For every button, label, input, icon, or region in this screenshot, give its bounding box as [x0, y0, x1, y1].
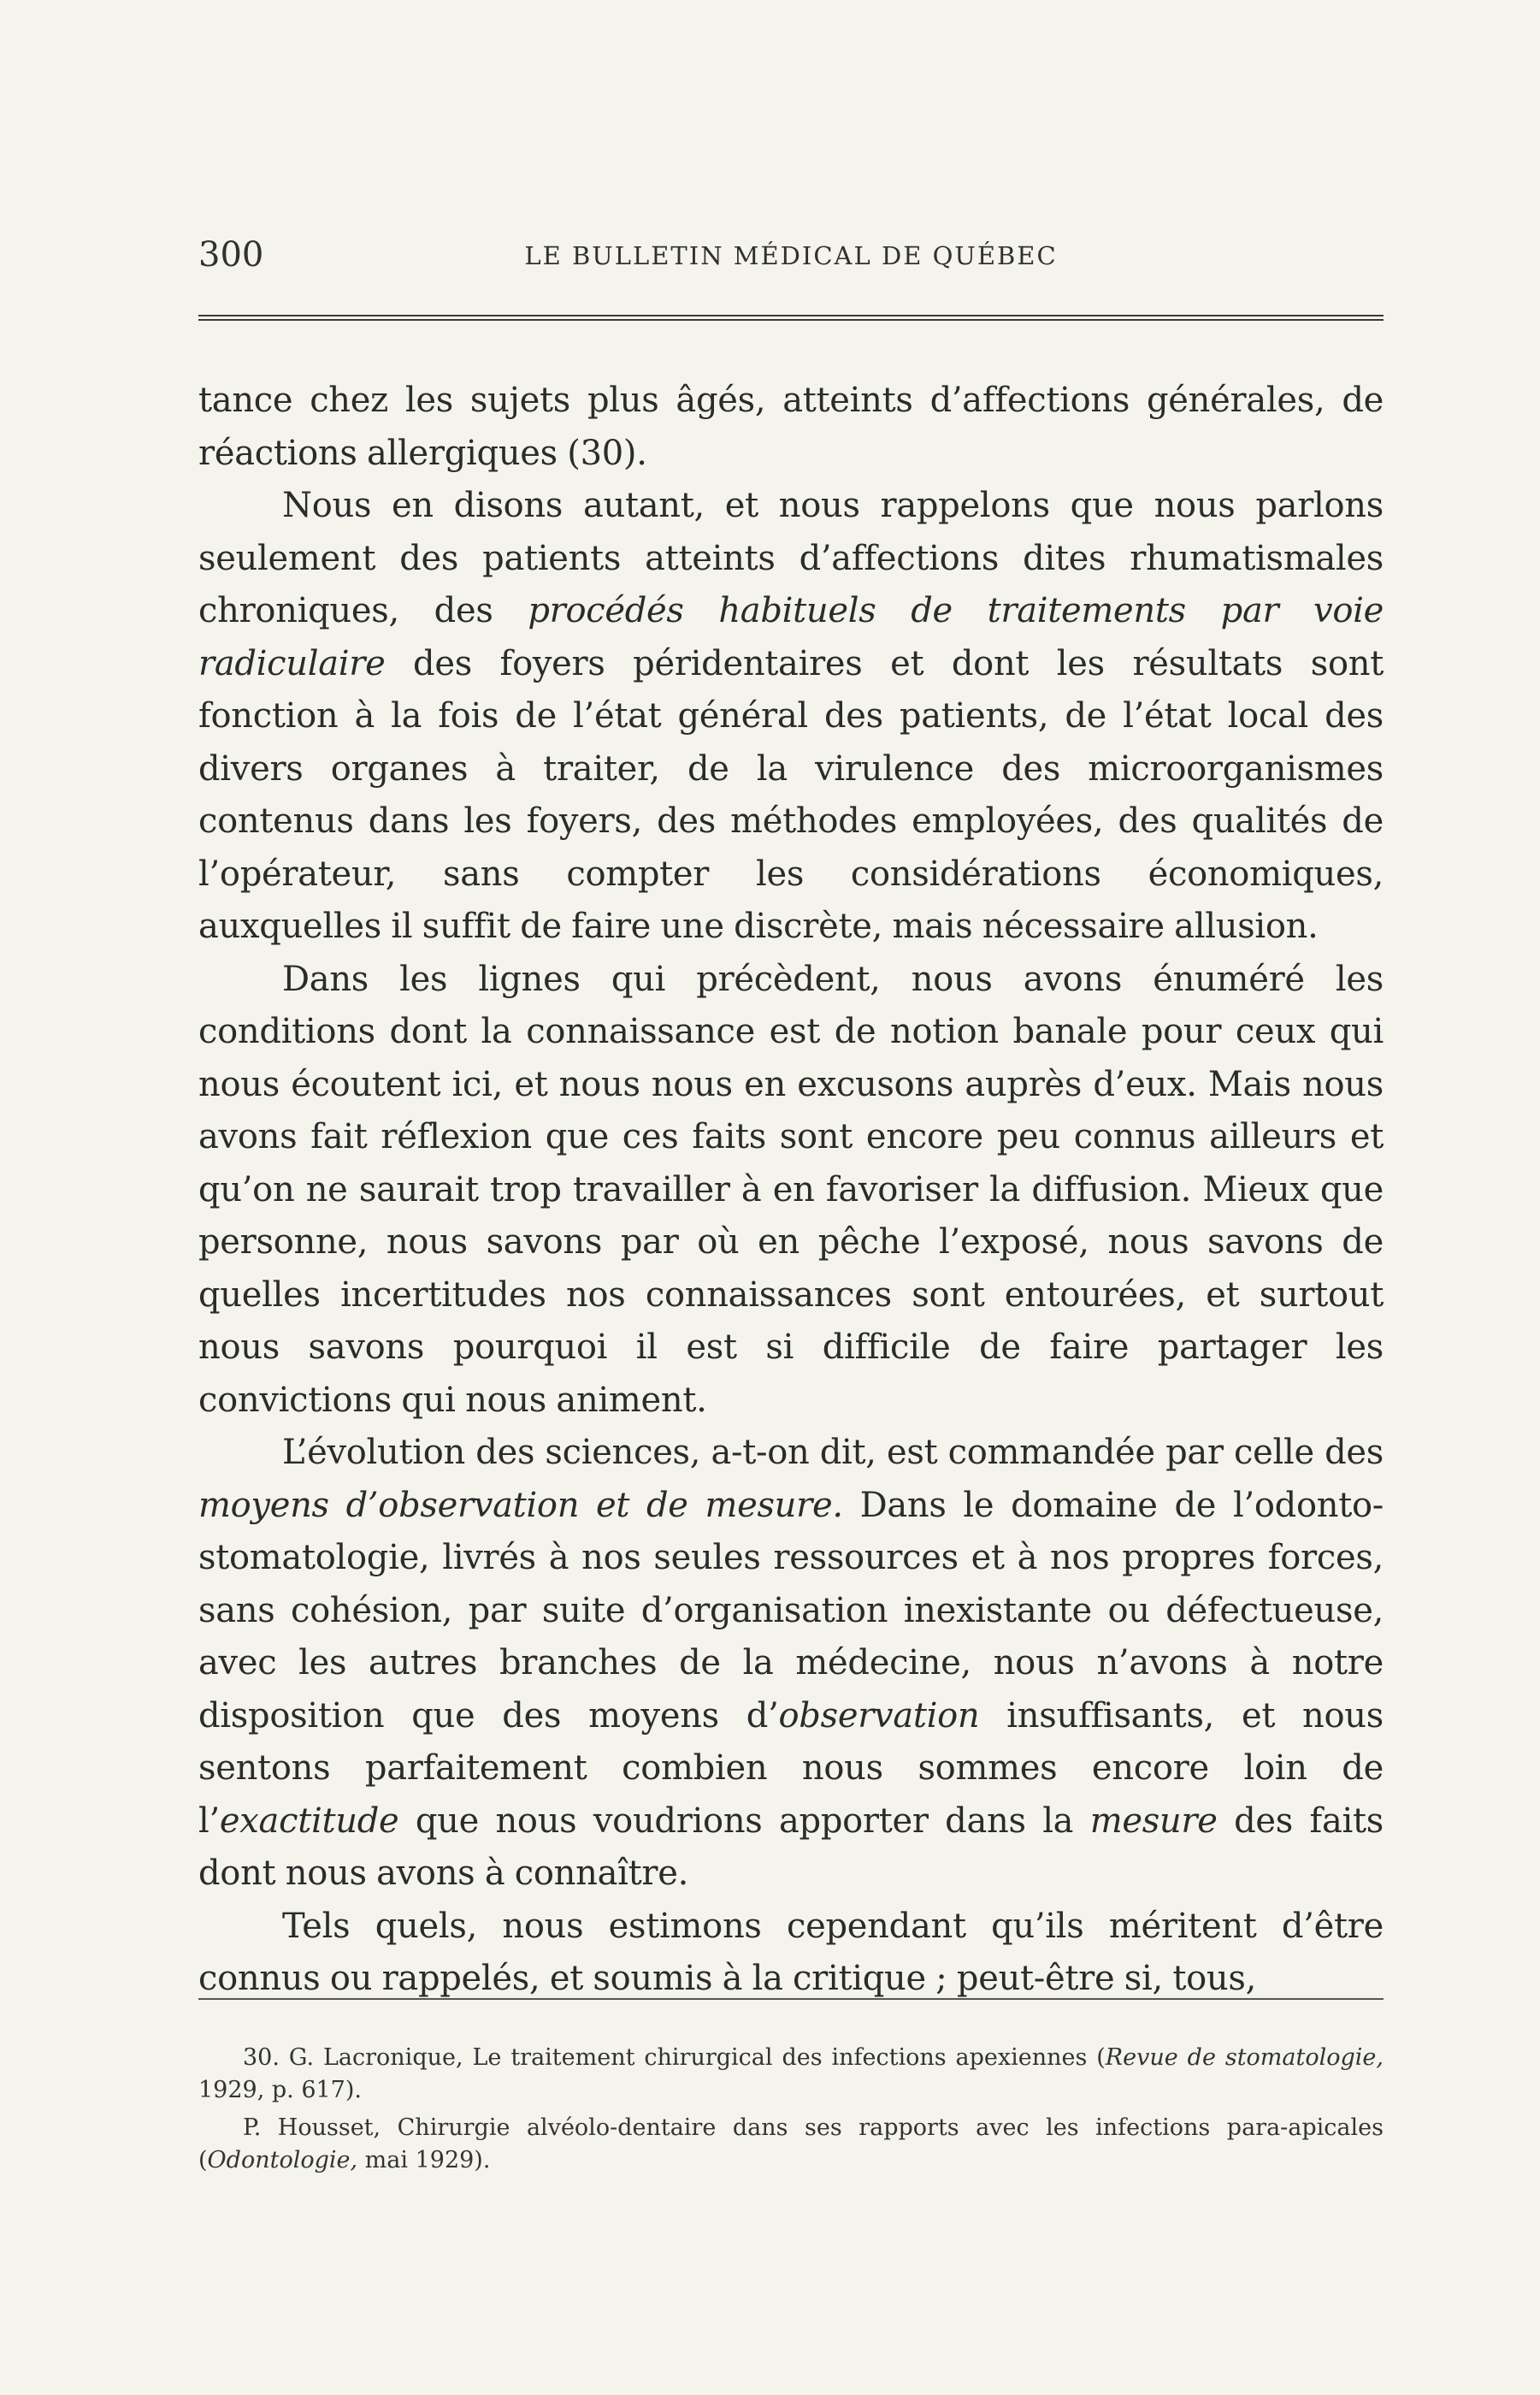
paragraph-1: [198, 375, 1384, 480]
text-run: P. Housset, Chirurgie alvéolo-dentaire dans ses rapports avec les infections para-apicales (: [198, 2114, 1384, 2173]
text-run: Nous en disons autant, et nous rappelons que nous parlons seulement des patients atteints d’affections dites rhumatismales chroniques, des: [198, 486, 1384, 630]
text-run: 30. G. Lacronique, Le traitement chirurgical des infections apexiennes (: [243, 2044, 1106, 2071]
footnotes: [198, 2042, 1384, 2182]
text-run: Dans le domaine de l’odonto-stomatologie, livrés à nos seules ressources et à nos propres forces, sans cohésion, par suite d’organisation inexistante ou défectueuse, avec les autres branches de la médecine, nous n’avons à notre disposition que des moyens d’: [198, 1485, 1384, 1736]
italic-phrase: exactitude: [219, 1801, 399, 1841]
text-run: que nous voudrions apporter dans la: [398, 1801, 1090, 1841]
italic-phrase: observation: [778, 1695, 980, 1736]
paragraph-4: [198, 1427, 1384, 1901]
italic-phrase: procédés habituels de traitements par voie radiculaire: [198, 591, 1384, 683]
paragraph-5: [198, 1901, 1384, 2006]
text-run: tance chez les sujets plus âgés, atteints d’affections générales, de réactions allergiques (30).: [198, 381, 1384, 473]
text-run: insuffisants, et nous sentons parfaitement combien nous sommes encore loin de l’: [198, 1695, 1384, 1841]
footnote-rule: [198, 1998, 1384, 2000]
text-run: Tels quels, nous estimons cependant qu’ils méritent d’être connus ou rappelés, et soumis à la critique ; peut-être si, tous,: [198, 1906, 1384, 1998]
text-run: Dans les lignes qui précèdent, nous avons énuméré les conditions dont la connaissance est de notion banale pour ceux qui nous écoutent ici, et nous nous en excusons auprès d’eux. Mais nous avons fait réflexion que ces faits sont encore peu connus ailleurs et qu’on ne saurait trop travailler à en favoriser la diffusion. Mieux que personne, nous savons par où en pêche l’exposé, nous savons de quelles incertitudes nos connaissances sont entourées, et surtout nous savons pourquoi il est si difficile de faire partager les convictions qui nous animent.: [198, 959, 1384, 1420]
footnote-2: [198, 2112, 1384, 2177]
text-run: 1929, p. 617).: [198, 2077, 362, 2103]
text-run: des faits dont nous avons à connaître.: [198, 1801, 1384, 1893]
italic-phrase: Odontologie,: [207, 2147, 358, 2173]
text-run: L’évolution des sciences, a-t-on dit, est commandée par celle des: [282, 1433, 1384, 1472]
italic-phrase: moyens d’observation et de mesure.: [198, 1485, 843, 1525]
paragraph-2: [198, 480, 1384, 954]
text-run: mai 1929).: [357, 2147, 491, 2173]
body-text: [198, 375, 1384, 2006]
running-title: LE BULLETIN MÉDICAL DE QUÉBEC: [524, 241, 1058, 270]
header-rule: [198, 315, 1384, 321]
text-run: des foyers péridentaires et dont les résultats sont fonction à la fois de l’état général des patients, de l’état local des divers organes à traiter, de la virulence des microorganismes contenus dans les foyers, des méthodes employées, des qualités de l’opérateur, sans compter les considérations économiques, auxquelles il suffit de faire une discrète, mais nécessaire allusion.: [198, 643, 1384, 946]
footnote-1: [198, 2042, 1384, 2107]
paragraph-3: [198, 954, 1384, 1428]
page-number: 300: [198, 235, 264, 275]
italic-phrase: Revue de stomatologie,: [1105, 2044, 1384, 2071]
italic-phrase: mesure: [1089, 1801, 1218, 1841]
page-header: [198, 229, 1384, 281]
